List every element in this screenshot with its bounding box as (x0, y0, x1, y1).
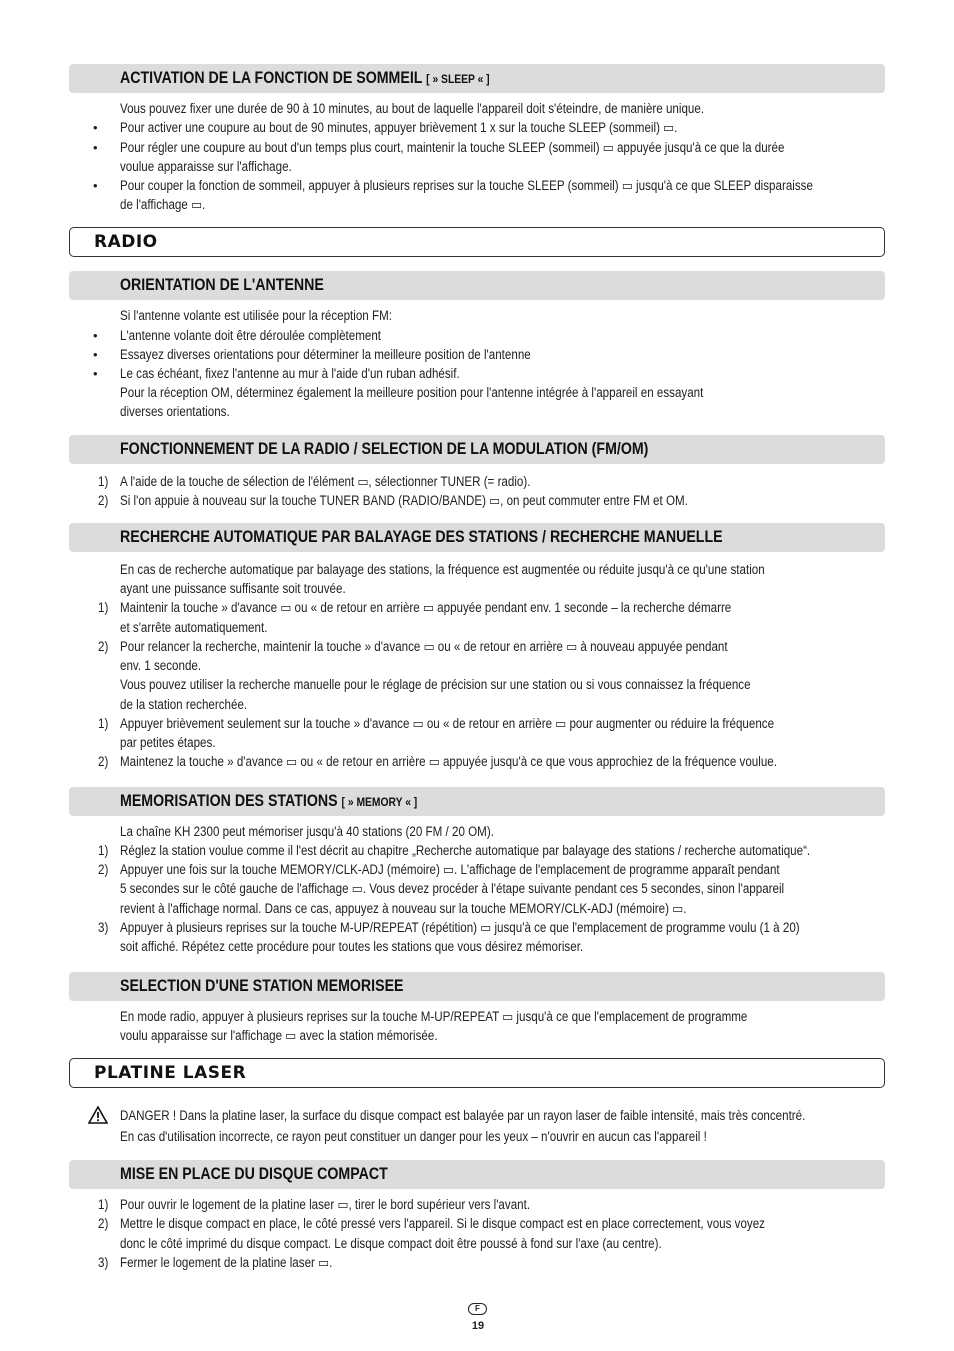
step-number: 3) (98, 1255, 109, 1270)
sleep-line-4: voulue apparaisse sur l'affichage. (120, 159, 292, 174)
step-number: 1) (98, 843, 109, 858)
heading-sleep: ACTIVATION DE LA FONCTION DE SOMMEIL [ » SLEEP « ] (120, 69, 490, 87)
disque-line-4: Fermer le logement de la platine laser ▭. (120, 1255, 333, 1270)
antenne-line-3: Essayez diverses orientations pour déterminer la meilleure position de l'antenne (120, 347, 531, 362)
bullet: • (93, 328, 98, 343)
step-number: 1) (98, 1197, 109, 1212)
bullet: • (93, 140, 98, 155)
antenne-line-2: L'antenne volante doit être déroulée complètement (120, 328, 382, 343)
recherche-line-7: Vous pouvez utiliser la recherche manuelle pour le réglage de précision sur une station ou si vous connaissez la fréquence (120, 677, 751, 692)
heading-recherche: RECHERCHE AUTOMATIQUE PAR BALAYAGE DES STATIONS / RECHERCHE MANUELLE (120, 528, 723, 546)
memorisation-line-7: soit affiché. Répétez cette procédure pour toutes les stations que vous désirez mémoriser. (120, 939, 584, 954)
heading-bar-disque (69, 1160, 885, 1189)
sleep-line-6: de l'affichage ▭. (120, 197, 206, 212)
recherche-line-10: par petites étapes. (120, 735, 216, 750)
danger-line-2: En cas d'utilisation incorrecte, ce rayon peut constituer un danger pour les yeux – n'ouvrir en aucun cas l'appareil ! (120, 1129, 707, 1144)
sleep-line-1: Vous pouvez fixer une durée de 90 à 10 minutes, au bout de laquelle l'appareil doit s'éteindre, de manière unique. (120, 101, 705, 116)
heading-antenne: ORIENTATION DE L'ANTENNE (120, 276, 324, 294)
antenne-line-5: Pour la réception OM, déterminez également la meilleure position pour l'antenne intégrée à l'appareil en essayant (120, 385, 704, 400)
heading-memorisation: MEMORISATION DES STATIONS [ » MEMORY « ] (120, 792, 418, 810)
section-title-radio: RADIO (94, 232, 158, 252)
warning-triangle-icon (88, 1106, 108, 1124)
heading-modulation: FONCTIONNEMENT DE LA RADIO / SELECTION DE LA MODULATION (FM/OM) (120, 440, 649, 458)
step-number: 2) (98, 862, 109, 877)
bullet: • (93, 366, 98, 381)
heading-bar-memorisation (69, 787, 885, 816)
disque-line-2: Mettre le disque compact en place, le côté pressé vers l'appareil. Si le disque compact est en place correctement, vous voyez (120, 1216, 765, 1231)
antenne-line-1: Si l'antenne volante est utilisée pour la réception FM: (120, 308, 392, 323)
recherche-line-1: En cas de recherche automatique par balayage des stations, la fréquence est augmentée ou réduite jusqu'à ce qu'une station (120, 562, 765, 577)
disque-line-3: donc le côté imprimé du disque compact. Le disque compact doit être poussé à fond sur l'axe (au centre). (120, 1236, 662, 1251)
sleep-line-5: Pour couper la fonction de sommeil, appuyer à plusieurs reprises sur la touche SLEEP (sommeil) ▭ jusqu'à ce que SLEEP disparaisse (120, 178, 813, 193)
page-number: 19 (471, 1320, 485, 1332)
step-number: 2) (98, 754, 109, 769)
modulation-line-2: Si l'on appuie à nouveau sur la touche TUNER BAND (RADIO/BANDE) ▭, on peut commuter entre FM et OM. (120, 493, 688, 508)
selection-line-2: voulu apparaisse sur l'affichage ▭ avec la station mémorisée. (120, 1028, 438, 1043)
step-number: 1) (98, 474, 109, 489)
step-number: 2) (98, 493, 109, 508)
step-number: 2) (98, 639, 109, 654)
heading-bar-sleep (69, 64, 885, 93)
sleep-line-2: Pour activer une coupure au bout de 90 minutes, appuyer brièvement 1 x sur la touche SLEEP (sommeil) ▭. (120, 120, 678, 135)
step-number: 1) (98, 716, 109, 731)
danger-line-1: DANGER ! Dans la platine laser, la surface du disque compact est balayée par un rayon laser de faible intensité, mais très concentré. (120, 1108, 806, 1123)
heading-selection: SELECTION D'UNE STATION MEMORISEE (120, 977, 404, 995)
heading-bar-antenne (69, 271, 885, 300)
heading-bar-recherche (69, 523, 885, 552)
memorisation-line-2: Réglez la station voulue comme il l'est décrit au chapitre „Recherche automatique par balayage des stations / recherche automatique“. (120, 843, 811, 858)
recherche-line-6: env. 1 seconde. (120, 658, 202, 673)
section-platine-laser (69, 1058, 885, 1088)
recherche-line-2: ayant une puissance suffisante soit trouvée. (120, 581, 346, 596)
selection-line-1: En mode radio, appuyer à plusieurs reprises sur la touche M-UP/REPEAT ▭ jusqu'à ce que l'emplacement de programme (120, 1009, 748, 1024)
memorisation-line-5: revient à l'affichage normal. Dans ce cas, appuyez à nouveau sur la touche MEMORY/CLK-ADJ (mémoire) ▭. (120, 901, 687, 916)
step-number: 3) (98, 920, 109, 935)
sleep-line-3: Pour régler une coupure au bout d'un temps plus court, maintenir la touche SLEEP (sommeil) ▭ appuyée jusqu'à ce que la durée (120, 140, 785, 155)
memorisation-line-4: 5 secondes sur le côté gauche de l'affichage ▭. Vous devez procéder à l'étape suivante pendant ces 5 secondes, sinon l'appareil (120, 881, 785, 896)
step-number: 2) (98, 1216, 109, 1231)
memorisation-line-6: Appuyer à plusieurs reprises sur la touche M-UP/REPEAT (répétition) ▭ jusqu'à ce que l'emplacement de programme voulu (1 à 20) (120, 920, 800, 935)
section-radio (69, 227, 885, 257)
recherche-line-8: de la station recherchée. (120, 697, 248, 712)
step-number: 1) (98, 600, 109, 615)
antenne-line-6: diverses orientations. (120, 404, 230, 419)
heading-disque: MISE EN PLACE DU DISQUE COMPACT (120, 1165, 388, 1183)
modulation-line-1: A l'aide de la touche de sélection de l'élément ▭, sélectionner TUNER (= radio). (120, 474, 531, 489)
memorisation-line-1: La chaîne KH 2300 peut mémoriser jusqu'à 40 stations (20 FM / 20 OM). (120, 824, 494, 839)
recherche-line-9: Appuyer brièvement seulement sur la touche » d'avance ▭ ou « de retour en arrière ▭ pour augmenter ou réduire la fréquence (120, 716, 775, 731)
recherche-line-11: Maintenez la touche » d'avance ▭ ou « de retour en arrière ▭ appuyée jusqu'à ce que vous approchiez de la fréquence voulue. (120, 754, 777, 769)
heading-bar-modulation (69, 435, 885, 464)
memorisation-line-3: Appuyer une fois sur la touche MEMORY/CLK-ADJ (mémoire) ▭. L'affichage de l'emplacement de programme apparaît pendant (120, 862, 780, 877)
bullet: • (93, 347, 98, 362)
bullet: • (93, 178, 98, 193)
recherche-line-3: Maintenir la touche » d'avance ▭ ou « de retour en arrière ▭ appuyée pendant env. 1 seconde – la recherche démarre (120, 600, 732, 615)
antenne-line-4: Le cas échéant, fixez l'antenne au mur à l'aide d'un ruban adhésif. (120, 366, 460, 381)
disque-line-1: Pour ouvrir le logement de la platine laser ▭, tirer le bord supérieur vers l'avant. (120, 1197, 531, 1212)
section-title-platine: PLATINE LASER (94, 1063, 247, 1083)
recherche-line-5: Pour relancer la recherche, maintenir la touche » d'avance ▭ ou « de retour en arrière ▭ à nouveau appuyée pendant (120, 639, 728, 654)
recherche-line-4: et s'arrête automatiquement. (120, 620, 268, 635)
language-badge: F (468, 1303, 487, 1315)
heading-bar-selection (69, 972, 885, 1001)
bullet: • (93, 120, 98, 135)
